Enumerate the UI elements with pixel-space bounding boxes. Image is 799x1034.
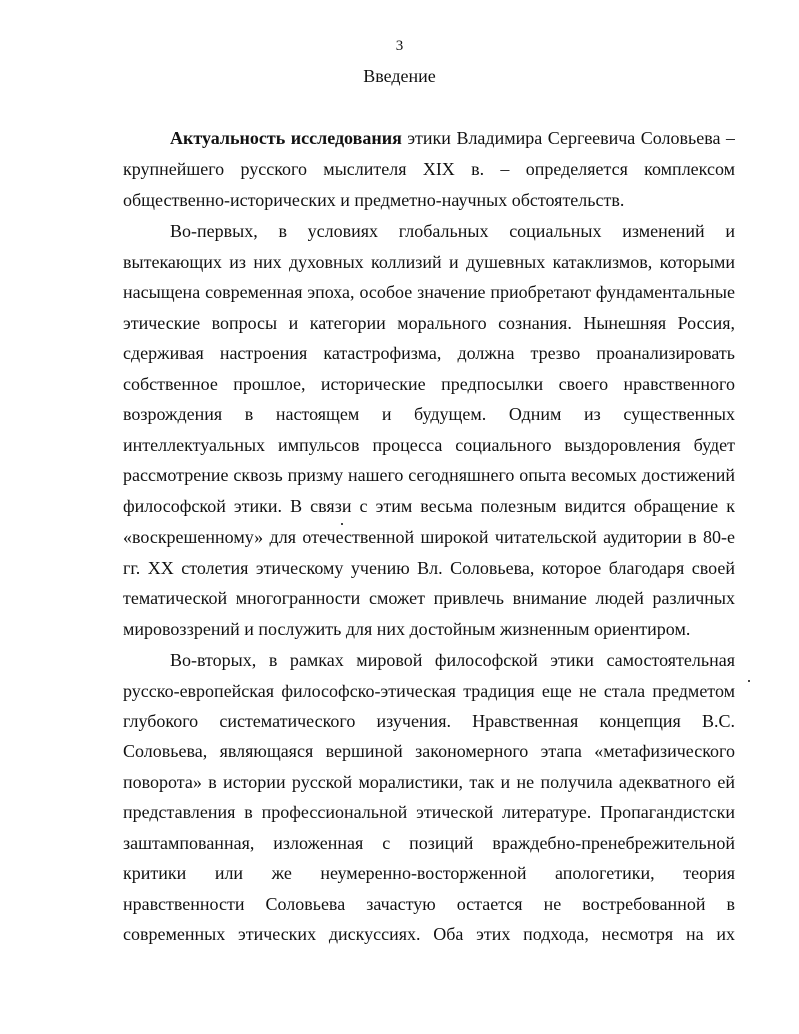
text-line: «воскрешенному» для отечественной широкой читательской аудитории в 80-е xyxy=(123,527,735,547)
text-line: возрождения в настоящем и будущем. Одним из существенных xyxy=(123,404,735,424)
scan-speck xyxy=(748,680,750,682)
text-line: поворота» в истории русской моралистики, так и не получила адекватного ей xyxy=(123,772,735,792)
text-line: мировоззрений и послужить для них достойным жизненным ориентиром. xyxy=(123,619,691,639)
text-line: собственное прошлое, исторические предпосылки своего нравственного xyxy=(123,374,735,394)
text-line: русско-европейская философско-этическая традиция еще не стала предметом xyxy=(123,681,735,701)
text-line: представления в профессиональной этической литературе. Пропагандистски xyxy=(123,802,735,822)
text-line: рассмотрение сквозь призму нашего сегодняшнего опыта весомых достижений xyxy=(123,465,735,485)
scan-speck xyxy=(341,523,343,525)
text-line: нравственности Соловьева зачастую остается не востребованной в xyxy=(123,894,735,914)
section-heading: Введение xyxy=(363,66,436,86)
text-line: интеллектуальных импульсов процесса социального выздоровления будет xyxy=(123,435,735,455)
bold-term: Актуальность исследования xyxy=(170,128,402,148)
text-line: критики или же неумеренно-восторженной апологетики, теория xyxy=(123,863,735,883)
text-line: сдерживая настроения катастрофизма, должна трезво проанализировать xyxy=(123,343,735,363)
text-line: заштампованная, изложенная с позиций враждебно-пренебрежительной xyxy=(123,833,735,853)
text-line: глубокого систематического изучения. Нравственная концепция В.С. xyxy=(123,711,735,731)
text-line: насыщена современная эпоха, особое значение приобретают фундаментальные xyxy=(123,282,735,302)
text-line: общественно-исторических и предметно-научных обстоятельств. xyxy=(123,190,625,210)
text-line: тематической многогранности сможет привлечь внимание людей различных xyxy=(123,588,735,608)
text-line: Актуальность исследования этики Владимира Сергеевича Соловьева – xyxy=(170,128,735,148)
text-line: вытекающих из них духовных коллизий и душевных катаклизмов, которыми xyxy=(123,252,735,272)
page-number: 3 xyxy=(395,38,404,54)
text-line: Соловьева, являющаяся вершиной закономерного этапа «метафизического xyxy=(123,741,735,761)
text-line: крупнейшего русского мыслителя XIX в. – определяется комплексом xyxy=(123,159,735,179)
text-line: современных этических дискуссиях. Оба этих подхода, несмотря на их xyxy=(123,924,735,944)
text-line: Во-вторых, в рамках мировой философской этики самостоятельная xyxy=(170,650,735,670)
text-line: гг. XX столетия этическому учению Вл. Соловьева, которое благодаря своей xyxy=(123,558,735,578)
text-line: философской этики. В связи с этим весьма полезным видится обращение к xyxy=(123,496,735,516)
text-line: этические вопросы и категории морального сознания. Нынешняя Россия, xyxy=(123,313,735,333)
text-line: Во-первых, в условиях глобальных социальных изменений и xyxy=(170,221,735,241)
